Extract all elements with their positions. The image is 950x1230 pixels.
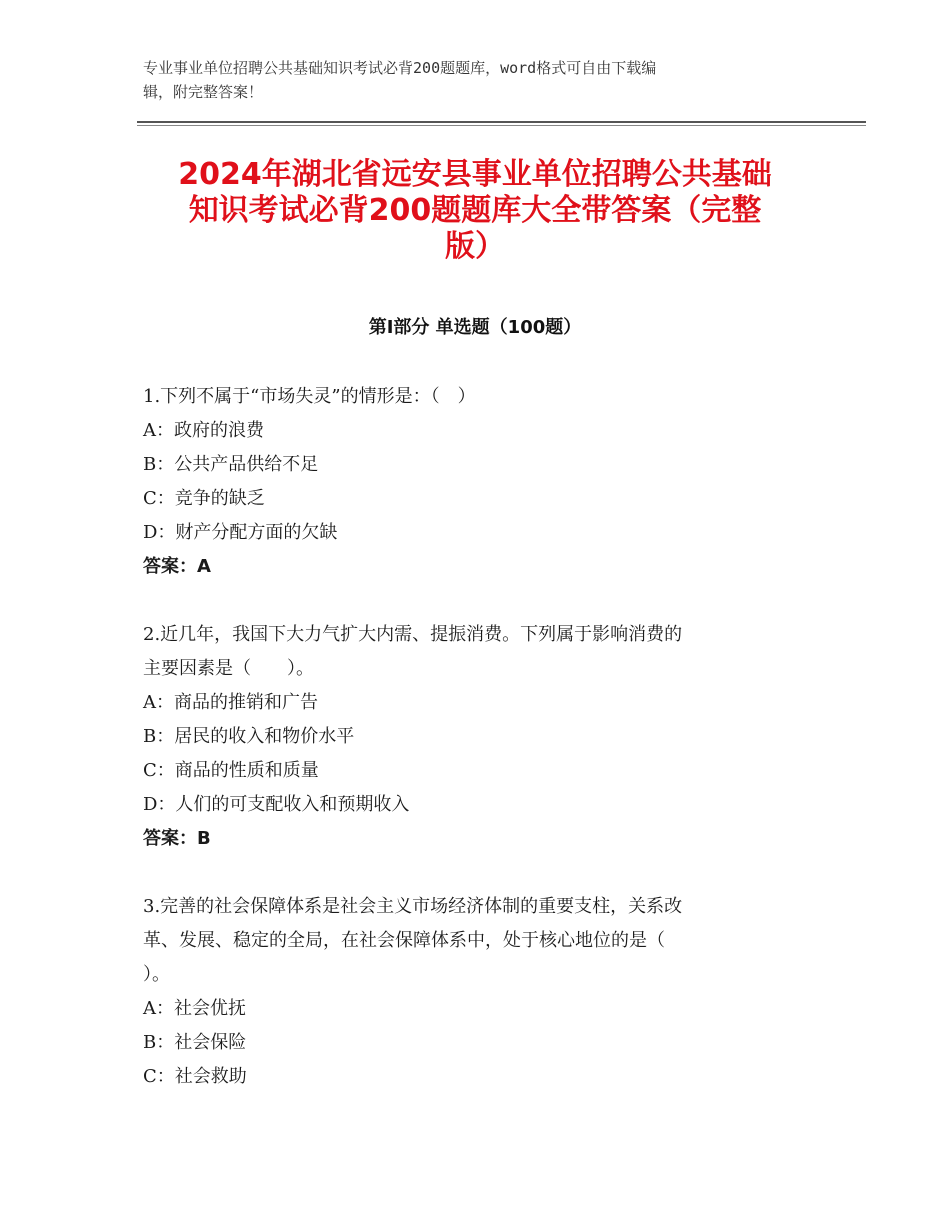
title-line-3: 版） bbox=[445, 229, 505, 264]
option-b: B：居民的收入和物价水平 bbox=[143, 726, 355, 747]
question bbox=[143, 618, 803, 856]
question-stem: ）。 bbox=[143, 964, 170, 985]
option-c: C：商品的性质和质量 bbox=[143, 760, 319, 781]
header-rule-thick bbox=[137, 121, 866, 123]
question-stem: 3.完善的社会保障体系是社会主义市场经济体制的重要支柱，关系改 bbox=[143, 896, 683, 917]
title-line-1: 2024年湖北省远安县事业单位招聘公共基础 bbox=[178, 157, 772, 192]
header-rule-thin bbox=[137, 125, 866, 126]
question-stem: 主要因素是（ ）。 bbox=[143, 658, 314, 679]
header-line-2: 辑，附完整答案！ bbox=[143, 83, 264, 101]
page-header bbox=[143, 56, 823, 104]
document-title bbox=[130, 157, 820, 265]
option-c: C：竞争的缺乏 bbox=[143, 488, 265, 509]
option-a: A：社会优抚 bbox=[143, 998, 246, 1019]
option-a: A：商品的推销和广告 bbox=[143, 692, 318, 713]
title-line-2: 知识考试必背200题题库大全带答案（完整 bbox=[188, 193, 762, 228]
answer: 答案：B bbox=[143, 828, 211, 849]
question-stem: 2.近几年，我国下大力气扩大内需、提振消费。下列属于影响消费的 bbox=[143, 624, 683, 645]
question bbox=[143, 380, 803, 584]
question-stem: 革、发展、稳定的全局，在社会保障体系中，处于核心地位的是（ bbox=[143, 930, 665, 951]
question bbox=[143, 890, 803, 1094]
question-stem: 1.下列不属于“市场失灵”的情形是：（ ） bbox=[143, 386, 476, 407]
answer: 答案：A bbox=[143, 556, 211, 577]
option-d: D：人们的可支配收入和预期收入 bbox=[143, 794, 410, 815]
option-c: C：社会救助 bbox=[143, 1066, 247, 1087]
option-d: D：财产分配方面的欠缺 bbox=[143, 522, 338, 543]
question-list bbox=[143, 380, 803, 1128]
option-a: A：政府的浪费 bbox=[143, 420, 264, 441]
section-heading: 第Ⅰ部分 单选题（100题） bbox=[368, 317, 582, 338]
option-b: B：公共产品供给不足 bbox=[143, 454, 319, 475]
header-line-1: 专业事业单位招聘公共基础知识考试必背200题题库，word格式可自由下载编 bbox=[143, 59, 657, 77]
option-b: B：社会保险 bbox=[143, 1032, 247, 1053]
